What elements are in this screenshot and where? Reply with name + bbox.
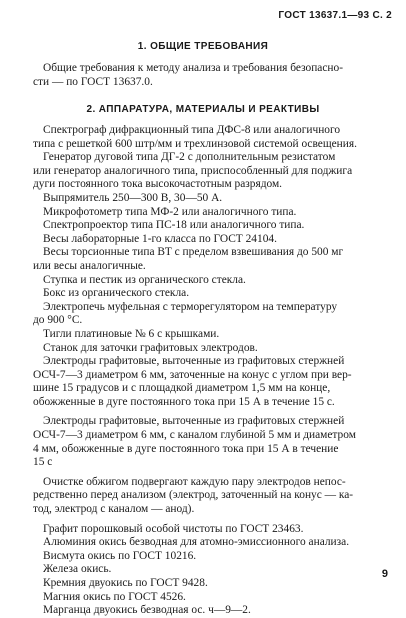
text-line: или весы аналогичные. (33, 259, 146, 272)
text-line: Весы торсионные типа ВТ с пределом взвешивания до 500 мг (43, 246, 344, 259)
text-line: Электроды графитовые, выточенные из графитовых стержней (43, 355, 345, 368)
text-line: Станок для заточки графитовых электродов. (43, 341, 258, 354)
text-line: Бокс из органического стекла. (43, 287, 190, 300)
text-line: тод, электрод с каналом — анод). (33, 503, 195, 516)
page-number: 9 (381, 568, 388, 580)
text-line: Общие требования к методу анализа и требования безопасно- (43, 62, 344, 74)
text-line: 15 с (33, 456, 53, 469)
text-line: шине 15 градусов и с площадкой диаметром 1,5 мм на конце, (33, 382, 331, 395)
text-line: Генератор дуговой типа ДГ-2 с дополнительным резистатом (43, 151, 336, 164)
text-line: Микрофотометр типа МФ-2 или аналогичного типа. (43, 205, 297, 218)
text-line: Железа окись. (43, 563, 112, 576)
text-line: до 900 °С. (33, 314, 83, 327)
text-line: Спектропроектор типа ПС-18 или аналогичного типа. (43, 219, 305, 232)
text-line: Очистке обжигом подвергают каждую пару электродов непос- (43, 475, 346, 488)
text-line: Висмута окись по ГОСТ 10216. (43, 549, 197, 562)
text-line: Электроды графитовые, выточенные из графитовых стержней (43, 415, 345, 428)
text-line: редственно перед анализом (электрод, заточенный на конус — ка- (33, 489, 354, 502)
text-line: Ступка и пестик из органического стекла. (43, 273, 246, 286)
section-2-heading: 2. АППАРАТУРА, МАТЕРИАЛЫ И РЕАКТИВЫ (86, 104, 320, 115)
text-line: или генератор аналогичного типа, приспособленный для поджига (33, 164, 353, 177)
text-line: Выпрямитель 250—300 В, 30—50 А. (43, 191, 223, 204)
text-line: обожженные в дуге постоянного тока при 15 А в течение 15 с. (33, 395, 335, 408)
text-line: Электропечь муфельная с терморегулятором на температуру (43, 300, 338, 313)
section-1-heading: 1. ОБЩИЕ ТРЕБОВАНИЯ (137, 41, 269, 52)
running-header: ГОСТ 13637.1—93 С. 2 (278, 10, 392, 21)
section-2-body (33, 124, 394, 618)
text-line: типа с решеткой 600 штр/мм и трехлинзовой системой освещения. (33, 137, 357, 150)
text-line: Графит порошковый особой чистоты по ГОСТ 23463. (43, 522, 304, 535)
text-line: Весы лабораторные 1-го класса по ГОСТ 24104. (43, 232, 277, 245)
text-line: Тигли платиновые № 6 с крышками. (43, 327, 220, 340)
text-line: Марганца двуокись безводная ос. ч—9—2. (43, 604, 251, 617)
text-line: ОСЧ-7—3 диаметром 6 мм, с каналом глубиной 5 мм и диаметром (33, 429, 356, 442)
text-line: Кремния двуокись по ГОСТ 9428. (43, 577, 208, 589)
text-line: ОСЧ-7—3 диаметром 6 мм, заточенные на конус с углом при вер- (33, 368, 352, 381)
text-line: 4 мм, обожженные в дуге постоянного тока при 15 А в течение (33, 442, 339, 455)
text-line: Магния окись по ГОСТ 4526. (43, 590, 186, 603)
text-line: дуги постоянного тока высокочастотным разрядом. (33, 178, 283, 191)
text-line: сти — по ГОСТ 13637.0. (33, 75, 153, 88)
text-line: Алюминия окись безводная для атомно-эмиссионного анализа. (43, 536, 350, 549)
section-1-body (33, 62, 394, 89)
text-line: Спектрограф дифракционный типа ДФС-8 или аналогичного (43, 124, 341, 136)
